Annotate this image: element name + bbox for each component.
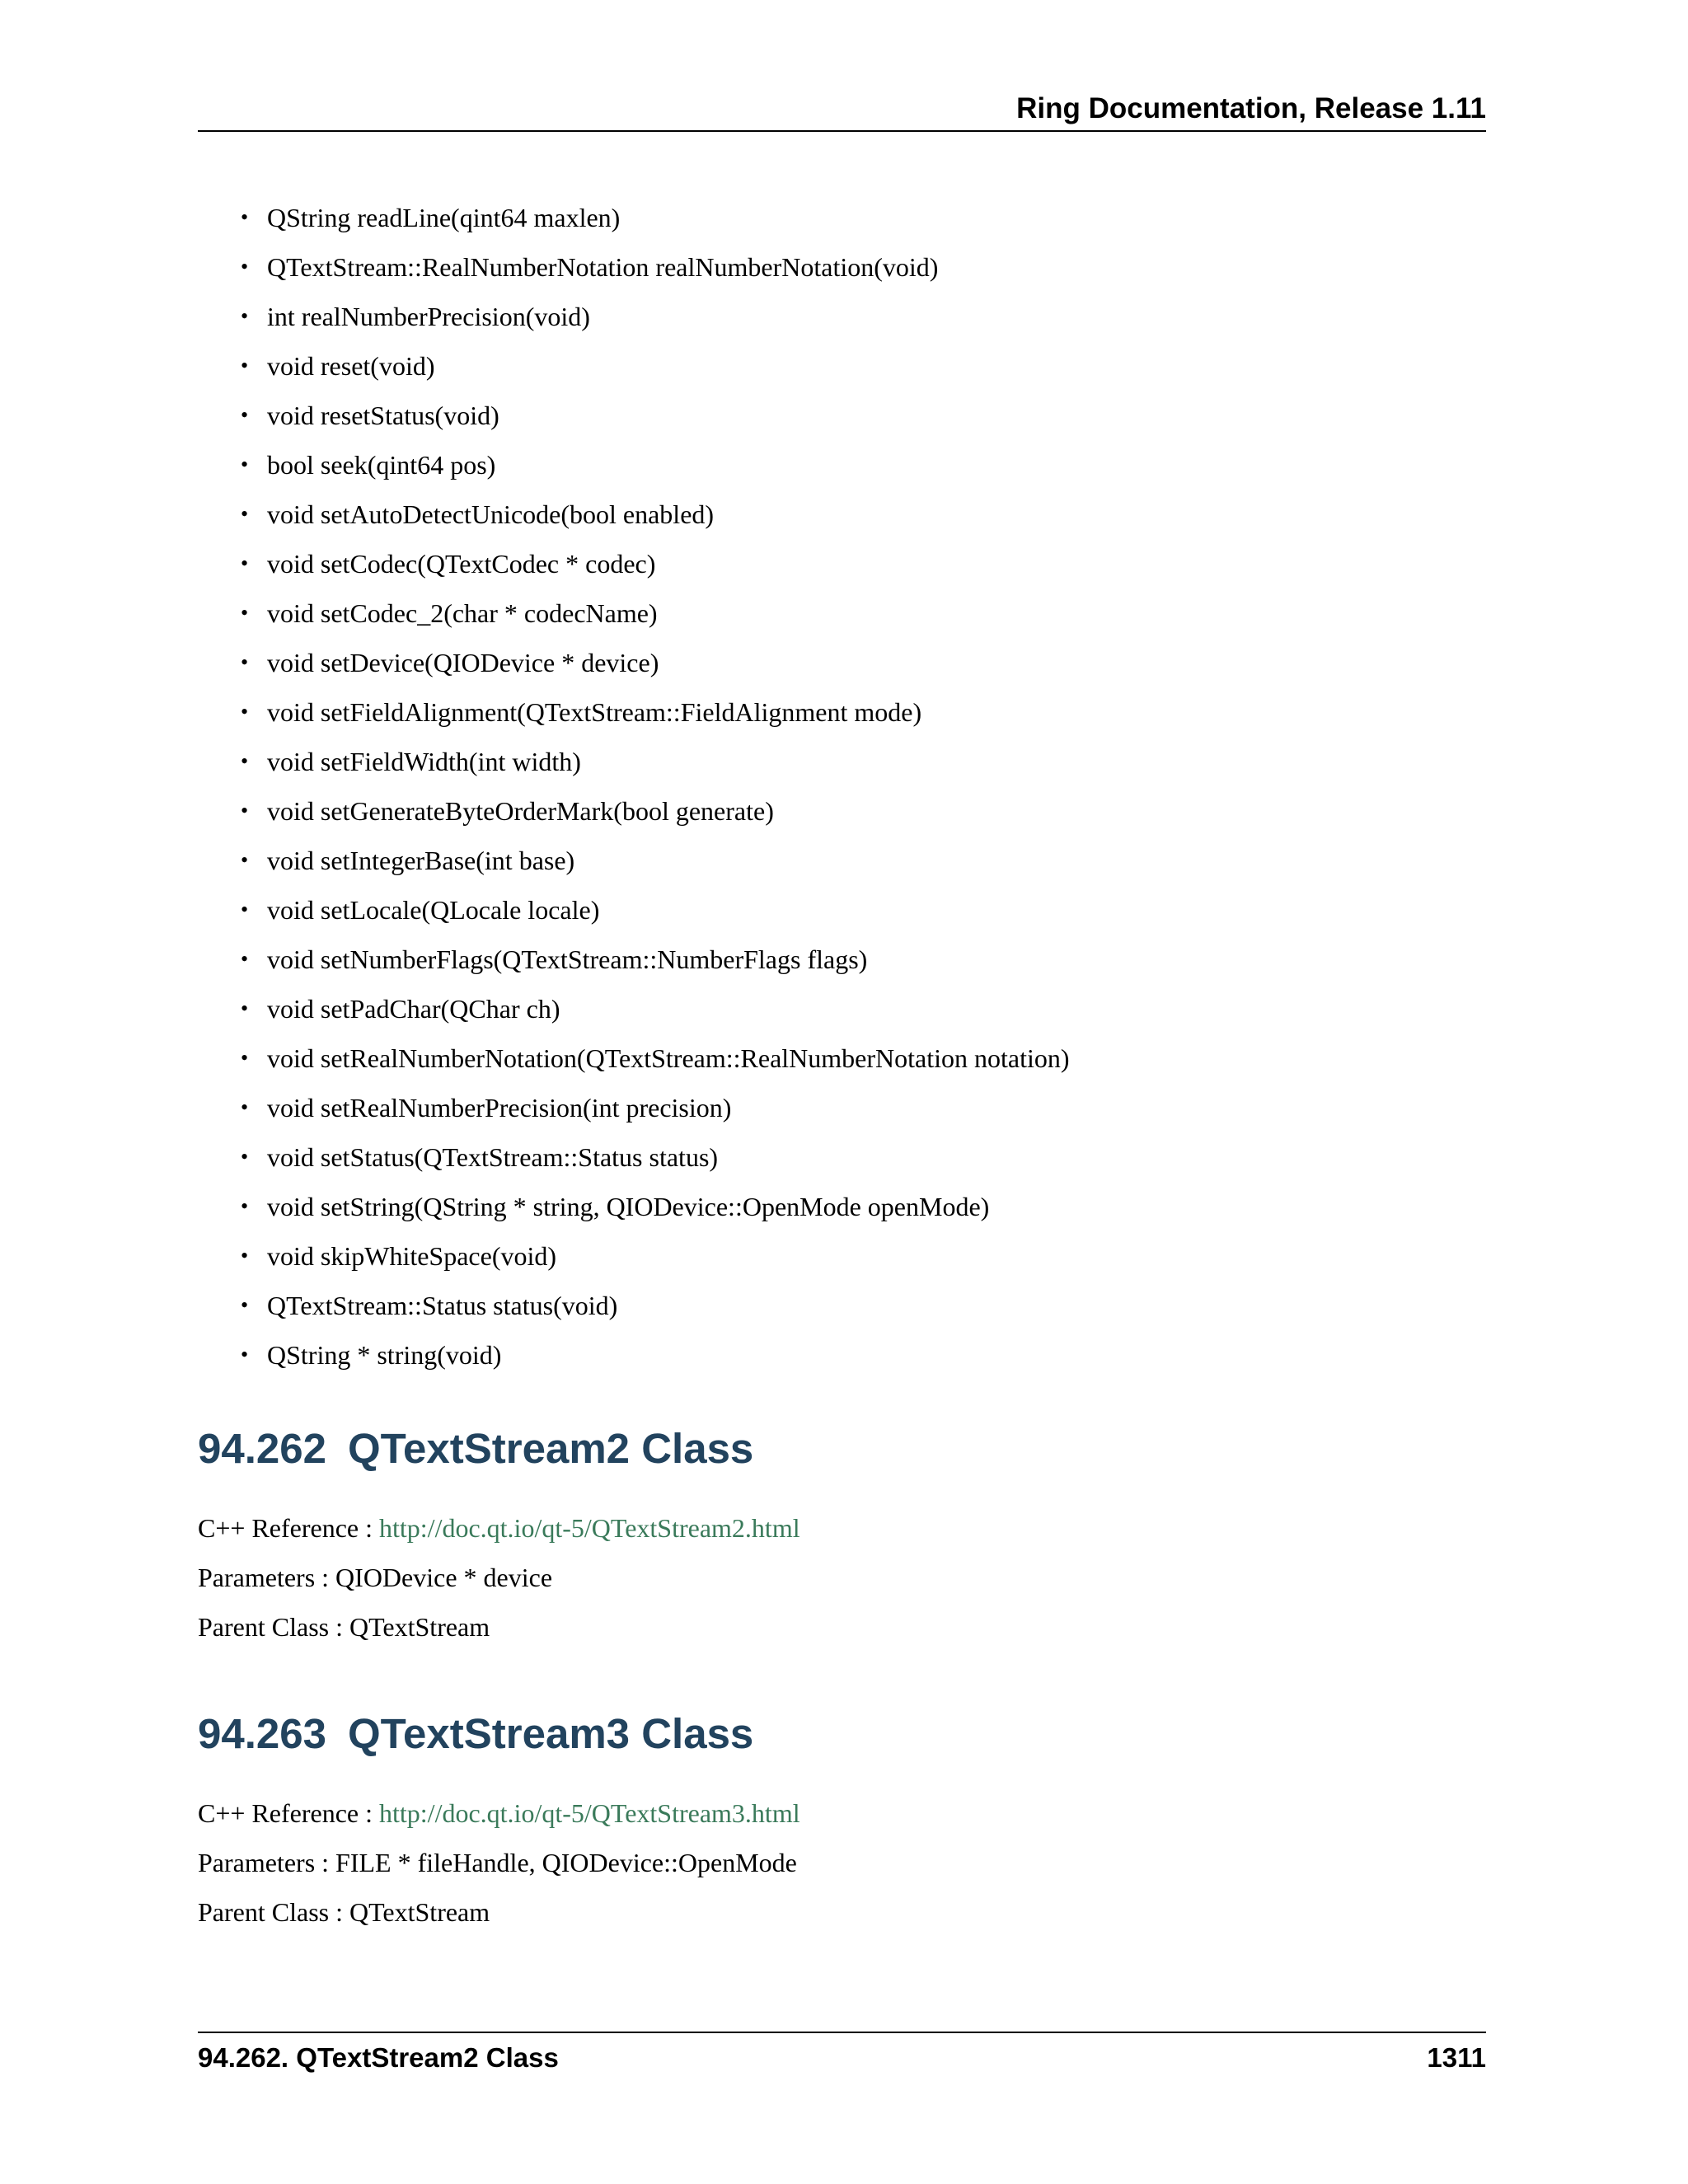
section-title: QTextStream3 Class bbox=[348, 1710, 754, 1757]
bullet-icon: • bbox=[241, 1194, 249, 1218]
bullet-icon: • bbox=[241, 1046, 249, 1070]
method-item bbox=[231, 1134, 1070, 1183]
page-footer bbox=[198, 2032, 1486, 2083]
section-number: 94.262 bbox=[198, 1425, 326, 1472]
method-item bbox=[231, 590, 1070, 640]
method-signature: void setDevice(QIODevice * device) bbox=[267, 648, 659, 677]
method-signature: void reset(void) bbox=[267, 351, 435, 381]
bullet-icon: • bbox=[241, 1343, 249, 1366]
footer-section-title: 94.262. QTextStream2 Class bbox=[198, 2042, 559, 2073]
method-item bbox=[231, 986, 1070, 1035]
document-title: Ring Documentation, Release 1.11 bbox=[1016, 92, 1486, 124]
bullet-icon: • bbox=[241, 650, 249, 674]
method-signature: int realNumberPrecision(void) bbox=[267, 302, 590, 331]
bullet-icon: • bbox=[241, 452, 249, 476]
section-qtextstream3 bbox=[198, 1708, 1486, 1937]
bullet-icon: • bbox=[241, 996, 249, 1020]
method-signature: QString * string(void) bbox=[267, 1340, 502, 1370]
bullet-icon: • bbox=[241, 898, 249, 921]
method-signature: void setString(QString * string, QIODevice::OpenMode openMode) bbox=[267, 1192, 990, 1221]
method-item bbox=[231, 244, 1070, 293]
method-item bbox=[231, 788, 1070, 837]
bullet-icon: • bbox=[241, 502, 249, 526]
method-item bbox=[231, 1332, 1070, 1381]
method-signature: void setAutoDetectUnicode(bool enabled) bbox=[267, 499, 715, 529]
method-item bbox=[231, 887, 1070, 936]
method-signature: QTextStream::RealNumberNotation realNumberNotation(void) bbox=[267, 252, 939, 282]
method-item bbox=[231, 1183, 1070, 1233]
parameters-text: Parameters : FILE * fileHandle, QIODevice::OpenMode bbox=[198, 1848, 797, 1877]
bullet-icon: • bbox=[241, 1095, 249, 1119]
section-heading bbox=[198, 1708, 1486, 1760]
bullet-icon: • bbox=[241, 601, 249, 625]
method-item bbox=[231, 541, 1070, 590]
method-signature: void setRealNumberPrecision(int precision) bbox=[267, 1093, 732, 1122]
parent-class-text: Parent Class : QTextStream bbox=[198, 1612, 490, 1642]
method-list bbox=[231, 194, 1070, 1381]
bullet-icon: • bbox=[241, 205, 249, 229]
method-signature: void setIntegerBase(int base) bbox=[267, 846, 575, 875]
method-signature: void setNumberFlags(QTextStream::NumberFlags flags) bbox=[267, 944, 868, 974]
cpp-reference-link[interactable]: http://doc.qt.io/qt-5/QTextStream2.html bbox=[379, 1513, 800, 1543]
bullet-icon: • bbox=[241, 304, 249, 328]
section-heading bbox=[198, 1422, 1486, 1475]
section-qtextstream2 bbox=[198, 1422, 1486, 1652]
bullet-icon: • bbox=[241, 255, 249, 279]
cpp-reference-label: C++ Reference : bbox=[198, 1798, 379, 1828]
method-signature: void setFieldAlignment(QTextStream::FieldAlignment mode) bbox=[267, 697, 922, 727]
section-title: QTextStream2 Class bbox=[348, 1425, 754, 1472]
method-item bbox=[231, 1085, 1070, 1134]
method-signature: void setCodec_2(char * codecName) bbox=[267, 598, 658, 628]
method-signature: void setStatus(QTextStream::Status status) bbox=[267, 1142, 719, 1172]
method-item bbox=[231, 442, 1070, 491]
bullet-icon: • bbox=[241, 1244, 249, 1268]
page-header bbox=[198, 92, 1486, 132]
bullet-icon: • bbox=[241, 354, 249, 377]
bullet-icon: • bbox=[241, 551, 249, 575]
method-item bbox=[231, 640, 1070, 689]
bullet-icon: • bbox=[241, 1145, 249, 1169]
section-number: 94.263 bbox=[198, 1710, 326, 1757]
method-item bbox=[231, 1282, 1070, 1332]
method-item bbox=[231, 491, 1070, 541]
bullet-icon: • bbox=[241, 700, 249, 724]
parameters-text: Parameters : QIODevice * device bbox=[198, 1563, 553, 1592]
bullet-icon: • bbox=[241, 403, 249, 427]
method-signature: void setPadChar(QChar ch) bbox=[267, 994, 560, 1024]
method-item bbox=[231, 936, 1070, 986]
parent-class-text: Parent Class : QTextStream bbox=[198, 1897, 490, 1927]
cpp-reference bbox=[198, 1503, 1486, 1553]
method-signature: void setGenerateByteOrderMark(bool generate) bbox=[267, 796, 774, 826]
bullet-icon: • bbox=[241, 1293, 249, 1317]
method-item bbox=[231, 837, 1070, 887]
method-signature: QString readLine(qint64 maxlen) bbox=[267, 203, 621, 232]
method-item bbox=[231, 1035, 1070, 1085]
method-item bbox=[231, 392, 1070, 442]
bullet-icon: • bbox=[241, 848, 249, 872]
method-signature: QTextStream::Status status(void) bbox=[267, 1291, 618, 1320]
method-item bbox=[231, 738, 1070, 788]
cpp-reference-label: C++ Reference : bbox=[198, 1513, 379, 1543]
section-body bbox=[198, 1503, 1486, 1652]
method-signature: void setLocale(QLocale locale) bbox=[267, 895, 600, 925]
method-signature: void resetStatus(void) bbox=[267, 401, 499, 430]
method-signature: bool seek(qint64 pos) bbox=[267, 450, 496, 480]
method-item bbox=[231, 194, 1070, 244]
method-signature: void setFieldWidth(int width) bbox=[267, 747, 581, 776]
method-item bbox=[231, 293, 1070, 343]
method-item bbox=[231, 689, 1070, 738]
method-signature: void skipWhiteSpace(void) bbox=[267, 1241, 557, 1271]
method-item bbox=[231, 1233, 1070, 1282]
page-number: 1311 bbox=[1427, 2042, 1486, 2073]
method-signature: void setRealNumberNotation(QTextStream::RealNumberNotation notation) bbox=[267, 1043, 1070, 1073]
bullet-icon: • bbox=[241, 749, 249, 773]
cpp-reference-link[interactable]: http://doc.qt.io/qt-5/QTextStream3.html bbox=[379, 1798, 800, 1828]
section-body bbox=[198, 1788, 1486, 1937]
bullet-icon: • bbox=[241, 947, 249, 971]
bullet-icon: • bbox=[241, 799, 249, 823]
method-signature: void setCodec(QTextCodec * codec) bbox=[267, 549, 656, 579]
cpp-reference bbox=[198, 1788, 1486, 1838]
method-item bbox=[231, 343, 1070, 392]
